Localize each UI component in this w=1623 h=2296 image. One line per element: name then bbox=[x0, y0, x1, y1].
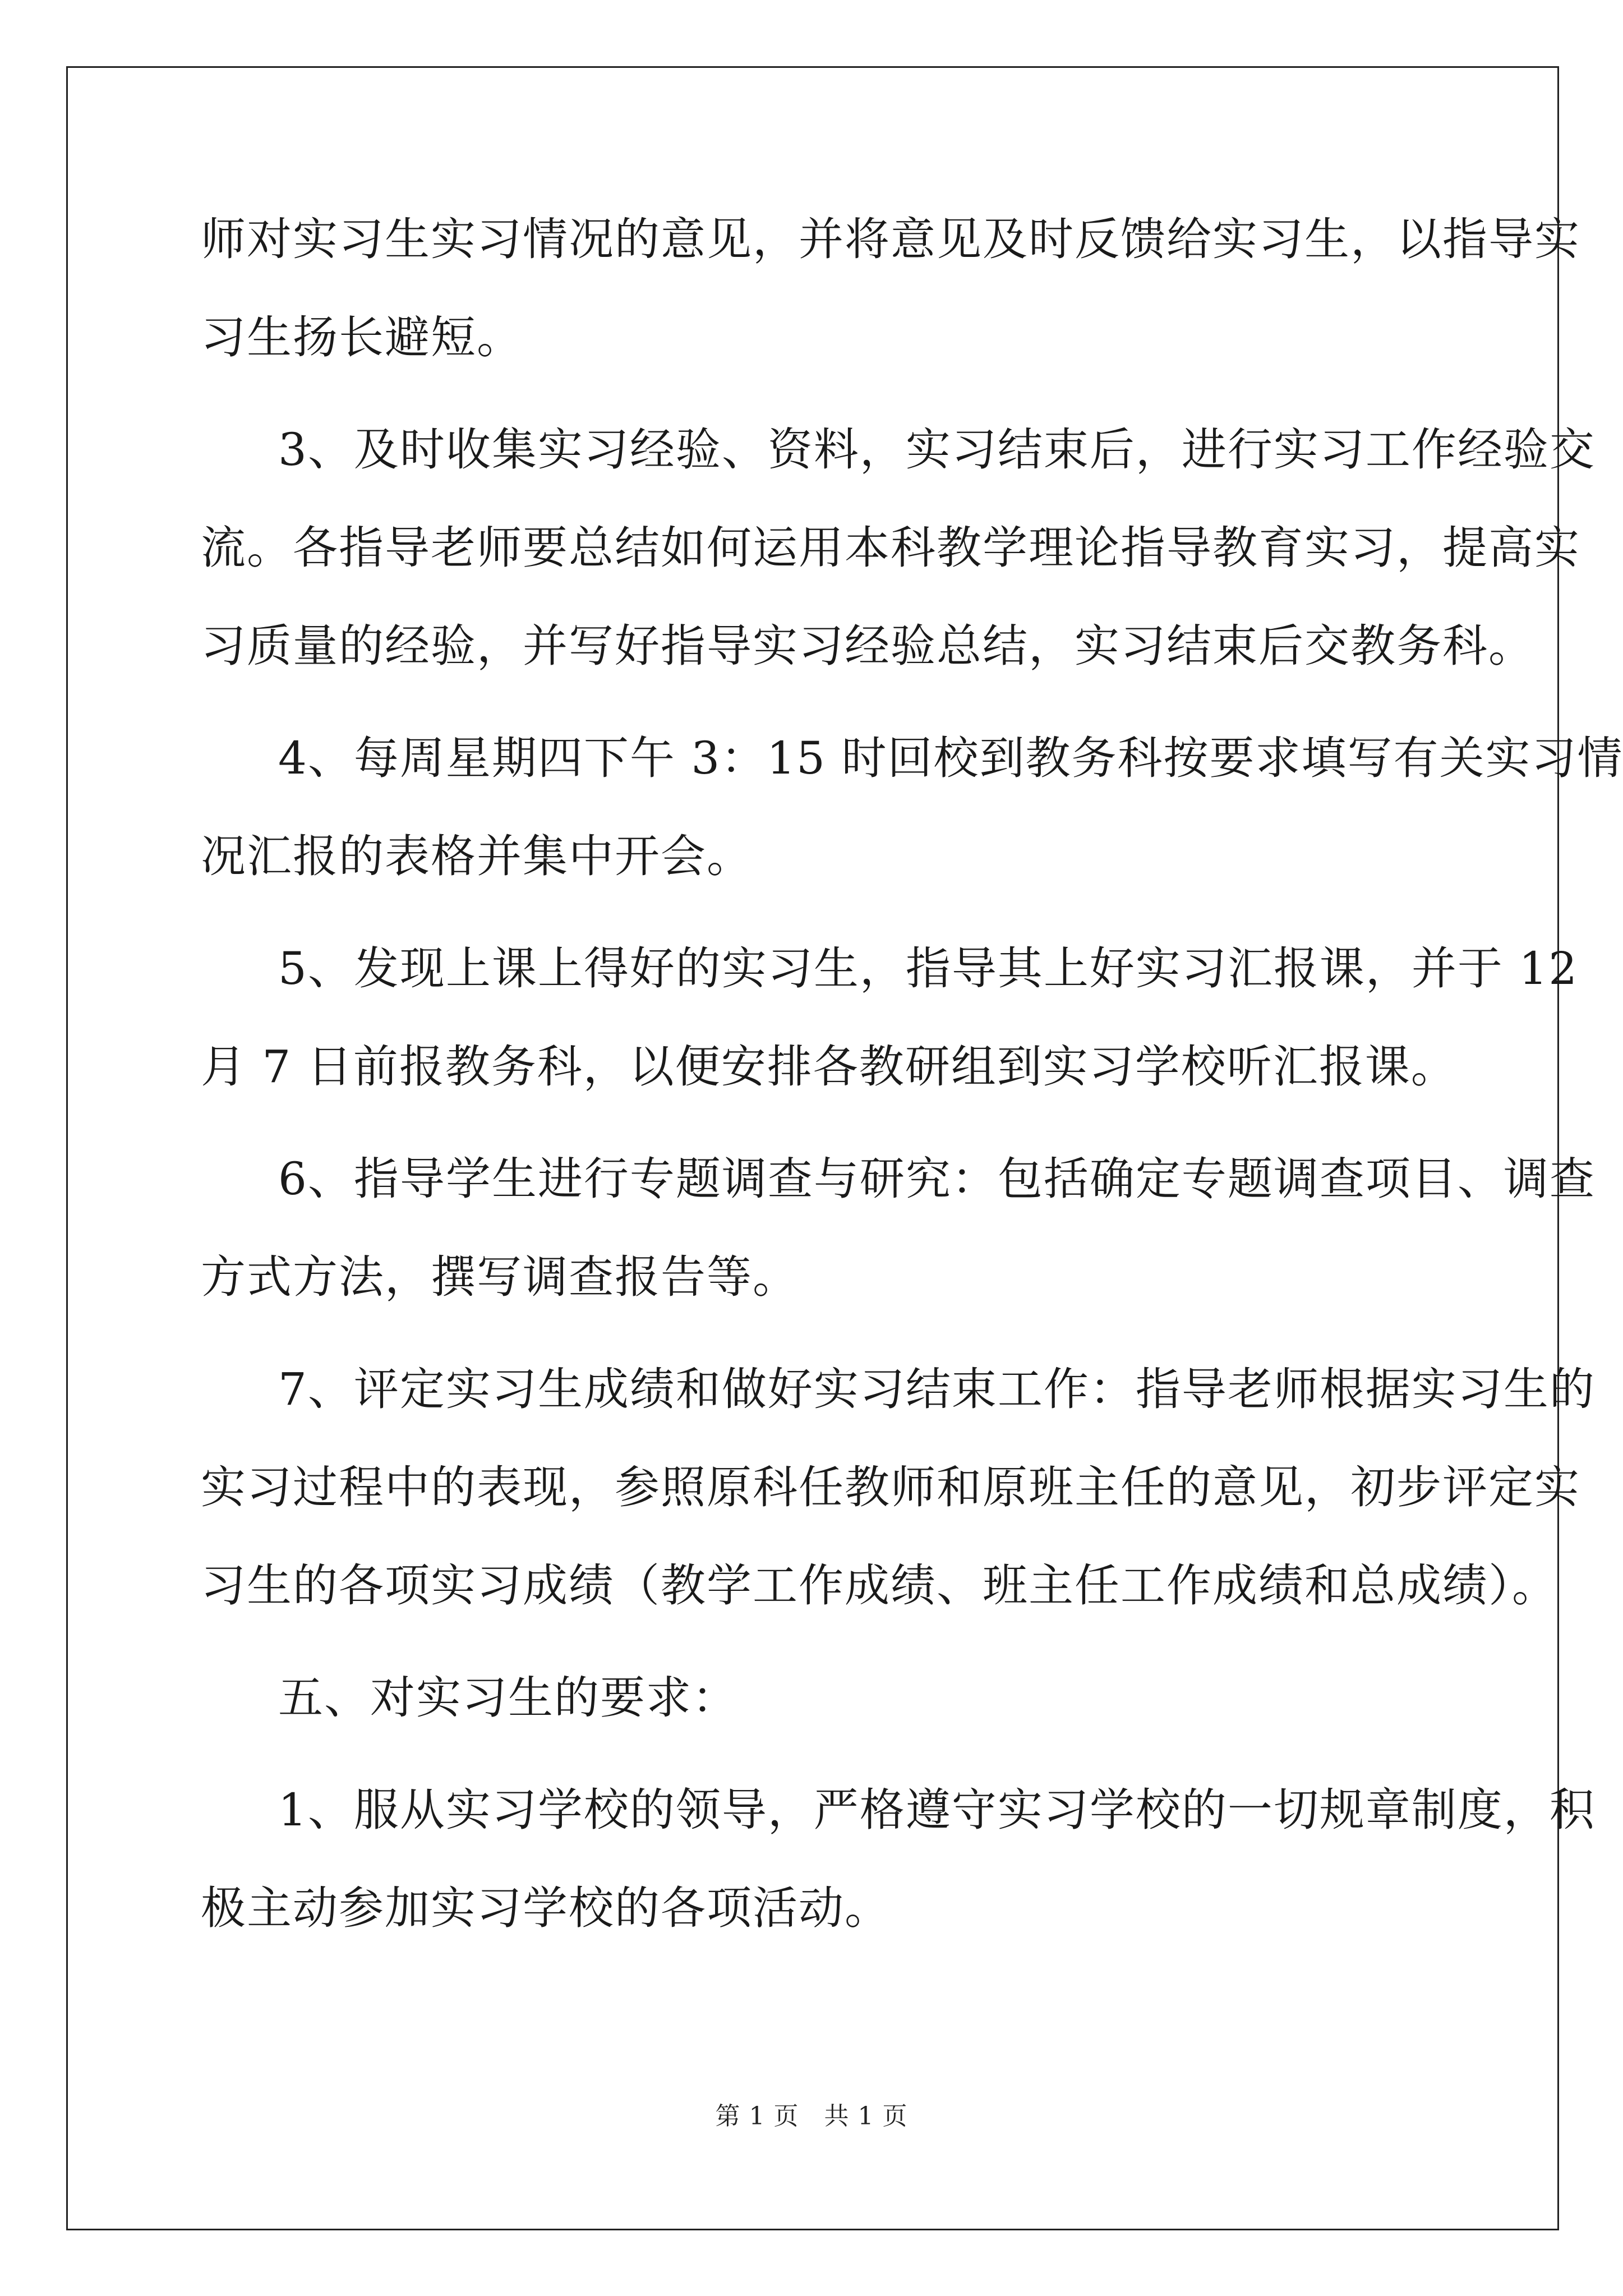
paragraph-line: 1、服从实习学校的领导，严格遵守实习学校的一切规章制度，积 bbox=[278, 1784, 1596, 1836]
paragraph-line: 极主动参加实习学校的各项活动。 bbox=[201, 1882, 891, 1934]
page-footer bbox=[0, 2100, 1623, 2133]
paragraph-line: 习生扬长避短。 bbox=[201, 311, 523, 364]
paragraph-line: 月 7 日前报教务科，以便安排各教研组到实习学校听汇报课。 bbox=[201, 1041, 1457, 1093]
paragraph-line: 5、发现上课上得好的实习生，指导其上好实习汇报课，并于 12 bbox=[278, 942, 1579, 995]
paragraph-line: 习生的各项实习成绩（教学工作成绩、班主任工作成绩和总成绩）。 bbox=[201, 1559, 1558, 1612]
page-number-label: 第 1 页 共 1 页 bbox=[715, 2102, 908, 2131]
paragraph-line: 6、指导学生进行专题调查与研究：包括确定专题调查项目、调查 bbox=[278, 1153, 1596, 1205]
paragraph-line: 方式方法，撰写调查报告等。 bbox=[201, 1251, 799, 1303]
paragraph-line: 实习过程中的表现，参照原科任教师和原班主任的意见，初步评定实 bbox=[201, 1461, 1580, 1513]
paragraph-line: 况汇报的表格并集中开会。 bbox=[201, 830, 753, 882]
paragraph-line: 师对实习生实习情况的意见，并将意见及时反馈给实习生，以指导实 bbox=[201, 213, 1580, 265]
paragraph-line: 4、每周星期四下午 3：15 时回校到教务科按要求填写有关实习情 bbox=[278, 732, 1623, 784]
section-heading: 五、对实习生的要求： bbox=[278, 1672, 738, 1724]
paragraph-line: 7、评定实习生成绩和做好实习结束工作：指导老师根据实习生的 bbox=[278, 1363, 1596, 1415]
paragraph-line: 流。各指导老师要总结如何运用本科教学理论指导教育实习，提高实 bbox=[201, 522, 1580, 574]
paragraph-line: 3、及时收集实习经验、资料，实习结束后，进行实习工作经验交 bbox=[278, 424, 1596, 476]
paragraph-line: 习质量的经验，并写好指导实习经验总结，实习结束后交教务科。 bbox=[201, 620, 1534, 672]
